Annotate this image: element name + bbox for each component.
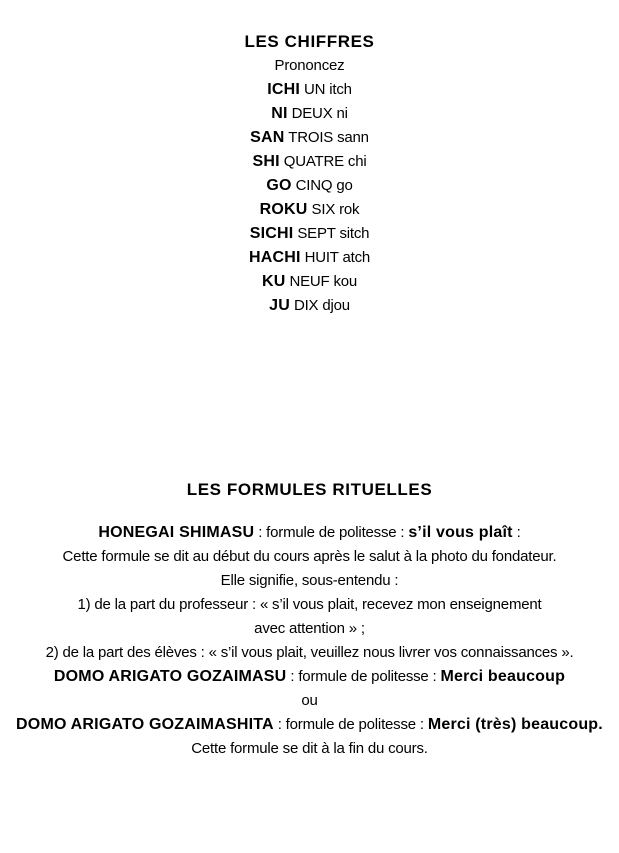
pronunciation: ni bbox=[336, 105, 348, 122]
japanese-number: JU bbox=[269, 297, 290, 314]
number-row bbox=[0, 102, 619, 126]
emphasis-text: DOMO ARIGATO GOZAIMASHITA bbox=[16, 716, 274, 733]
chiffres-subtitle: Prononcez bbox=[274, 57, 345, 74]
french-number: HUIT bbox=[304, 249, 339, 266]
japanese-number: KU bbox=[261, 273, 286, 290]
body-text: Cette formule se dit au début du cours après le salut à la photo du fondateur. bbox=[62, 548, 557, 565]
pronunciation: chi bbox=[347, 153, 367, 170]
body-text: : formule de politesse : bbox=[254, 524, 409, 541]
pronunciation: rok bbox=[339, 201, 360, 218]
number-row bbox=[0, 126, 619, 150]
pronunciation: djou bbox=[322, 297, 350, 314]
emphasis-text: DOMO ARIGATO GOZAIMASU bbox=[53, 668, 287, 685]
section-gap bbox=[0, 318, 619, 478]
japanese-number: NI bbox=[271, 105, 288, 122]
chiffres-list bbox=[0, 78, 619, 318]
number-row bbox=[0, 294, 619, 318]
japanese-number: ROKU bbox=[259, 201, 308, 218]
number-row bbox=[0, 198, 619, 222]
pronunciation: kou bbox=[333, 273, 358, 290]
french-number: CINQ bbox=[295, 177, 333, 194]
french-number: UN bbox=[304, 81, 326, 98]
body-text: : formule de politesse : bbox=[286, 668, 441, 685]
japanese-number: SICHI bbox=[249, 225, 294, 242]
body-text: : bbox=[512, 524, 521, 541]
french-number: TROIS bbox=[288, 129, 334, 146]
formules-line bbox=[0, 665, 619, 689]
french-number: SEPT bbox=[297, 225, 336, 242]
formules-title: LES FORMULES RITUELLES bbox=[186, 480, 433, 499]
french-number: DIX bbox=[293, 297, 319, 314]
formules-line bbox=[0, 593, 619, 617]
french-number: NEUF bbox=[289, 273, 330, 290]
japanese-number: SAN bbox=[250, 129, 285, 146]
formules-line bbox=[0, 641, 619, 665]
formules-line bbox=[0, 617, 619, 641]
formules-line bbox=[0, 713, 619, 737]
emphasis-text: s’il vous plaît bbox=[408, 524, 513, 541]
number-row bbox=[0, 174, 619, 198]
emphasis-text: HONEGAI SHIMASU bbox=[98, 524, 255, 541]
chiffres-section bbox=[0, 0, 619, 318]
formules-line bbox=[0, 545, 619, 569]
pronunciation: atch bbox=[342, 249, 371, 266]
french-number: SIX bbox=[311, 201, 336, 218]
japanese-number: SHI bbox=[252, 153, 280, 170]
body-text: Cette formule se dit à la fin du cours. bbox=[191, 740, 428, 757]
number-row bbox=[0, 222, 619, 246]
formules-paragraph bbox=[0, 521, 619, 761]
formules-line bbox=[0, 689, 619, 713]
number-row bbox=[0, 150, 619, 174]
body-text: avec attention » ; bbox=[254, 620, 365, 637]
french-number: DEUX bbox=[291, 105, 333, 122]
number-row bbox=[0, 270, 619, 294]
japanese-number: GO bbox=[266, 177, 292, 194]
body-text: 2) de la part des élèves : « s’il vous plait, veuillez nous livrer vos connaissances ». bbox=[45, 644, 574, 661]
body-text: : formule de politesse : bbox=[273, 716, 428, 733]
number-row bbox=[0, 78, 619, 102]
formules-line bbox=[0, 569, 619, 593]
formules-line bbox=[0, 521, 619, 545]
pronunciation: sann bbox=[337, 129, 369, 146]
number-row bbox=[0, 246, 619, 270]
french-number: QUATRE bbox=[283, 153, 344, 170]
emphasis-text: Merci (très) beaucoup. bbox=[427, 716, 603, 733]
formules-line bbox=[0, 737, 619, 761]
body-text: 1) de la part du professeur : « s’il vous plait, recevez mon enseignement bbox=[77, 596, 542, 613]
pronunciation: sitch bbox=[339, 225, 370, 242]
chiffres-title: LES CHIFFRES bbox=[244, 32, 375, 51]
japanese-number: HACHI bbox=[248, 249, 301, 266]
emphasis-text: Merci beaucoup bbox=[440, 668, 566, 685]
formules-section bbox=[0, 478, 619, 761]
pronunciation: itch bbox=[329, 81, 352, 98]
body-text: ou bbox=[301, 692, 318, 709]
japanese-number: ICHI bbox=[267, 81, 301, 98]
pronunciation: go bbox=[336, 177, 353, 194]
body-text: Elle signifie, sous-entendu : bbox=[220, 572, 399, 589]
